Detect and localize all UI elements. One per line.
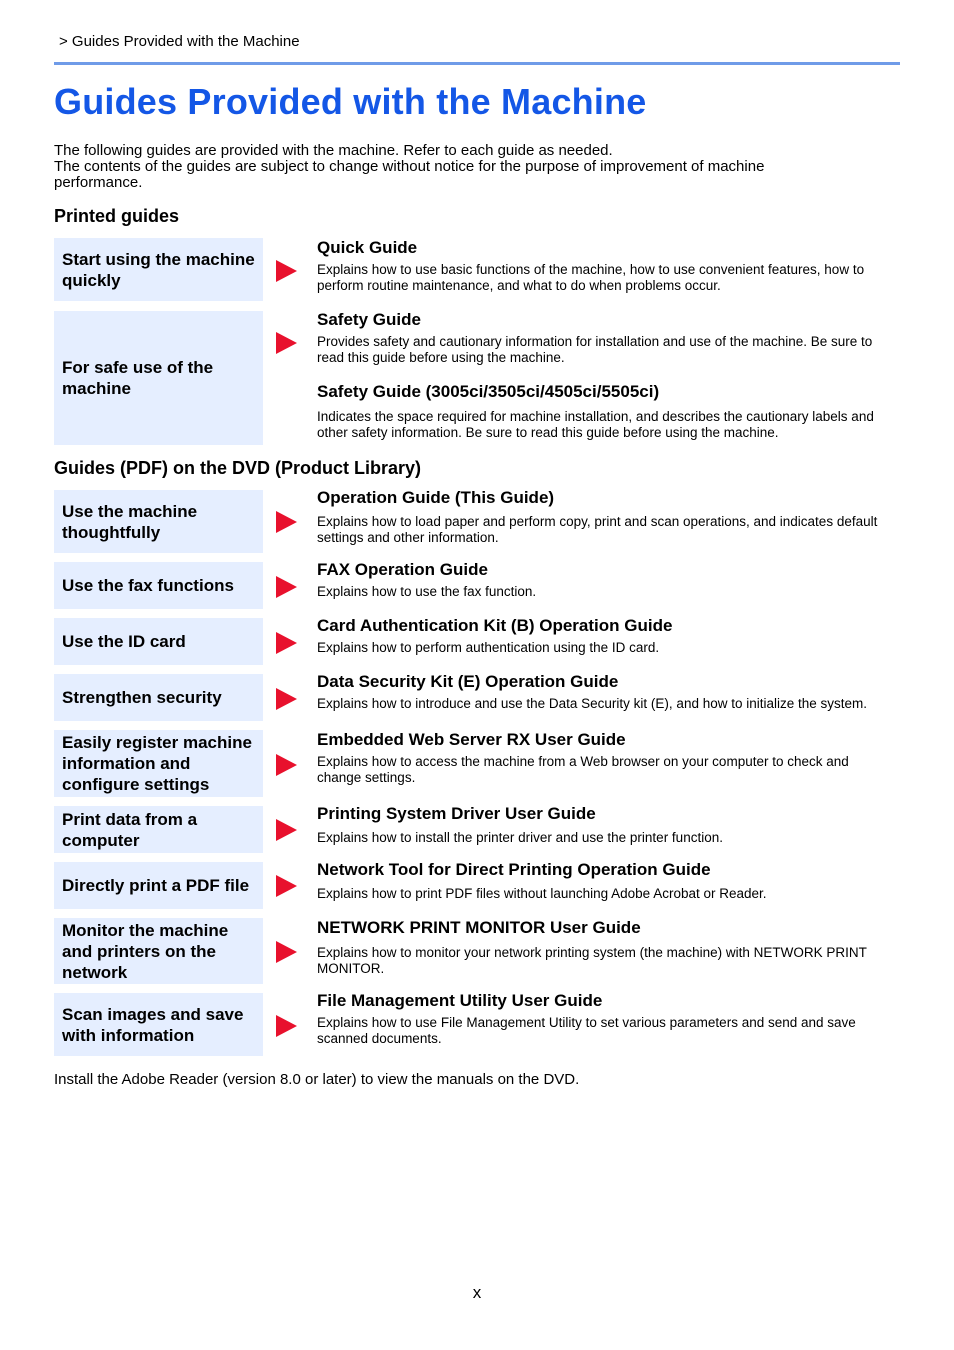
guide-row xyxy=(54,730,900,797)
purpose-label: Directly print a PDF file xyxy=(62,876,250,895)
guide-row xyxy=(54,806,900,853)
guide-row xyxy=(54,562,900,609)
purpose-label: Start using the machine quickly xyxy=(62,249,255,290)
guide-row xyxy=(54,993,900,1056)
purpose-box xyxy=(54,311,263,445)
arrow-icon xyxy=(276,332,297,354)
purpose-box xyxy=(54,674,263,721)
guide-title[interactable]: Quick Guide xyxy=(317,238,418,257)
arrow-icon xyxy=(276,632,297,654)
purpose-box xyxy=(54,562,263,609)
purpose-box xyxy=(54,730,263,797)
guide-row xyxy=(54,862,900,909)
arrow-icon xyxy=(276,819,297,841)
purpose-label: Scan images and save with information xyxy=(62,1004,244,1045)
purpose-box xyxy=(54,490,263,553)
purpose-box xyxy=(54,806,263,853)
guide-entry xyxy=(317,382,895,441)
arrow-icon xyxy=(276,576,297,598)
arrow-icon xyxy=(276,941,297,963)
guide-description: Explains how to load paper and perform copy, print and scan operations, and indicates default settings and other information. xyxy=(317,514,878,545)
guide-entry xyxy=(317,488,895,546)
purpose-label: Monitor the machine and printers on the network xyxy=(62,920,229,982)
guide-title[interactable]: Printing System Driver User Guide xyxy=(317,804,596,823)
purpose-label: Strengthen security xyxy=(62,688,222,707)
page-number: x xyxy=(472,1283,482,1302)
purpose-box xyxy=(54,993,263,1056)
guide-title[interactable]: Data Security Kit (E) Operation Guide xyxy=(317,672,619,691)
section-heading-printed: Printed guides xyxy=(54,206,180,226)
arrow-icon xyxy=(276,1015,297,1037)
purpose-label: Easily register machine information and configure settings xyxy=(62,733,252,794)
page-title: Guides Provided with the Machine xyxy=(54,81,647,122)
guide-description: Explains how to monitor your network printing system (the machine) with NETWORK PRINT MONITOR. xyxy=(317,945,867,976)
guide-title[interactable]: FAX Operation Guide xyxy=(317,560,488,579)
section-heading-dvd: Guides (PDF) on the DVD (Product Library) xyxy=(54,458,422,478)
guide-description: Provides safety and cautionary information for installation and use of the machine. Be sure to read this guide before using the machine. xyxy=(317,334,873,365)
purpose-box xyxy=(54,862,263,909)
guide-title[interactable]: Safety Guide (3005ci/3505ci/4505ci/5505ci) xyxy=(317,382,660,401)
purpose-box xyxy=(54,918,263,984)
purpose-label: Print data from a computer xyxy=(62,809,198,850)
guide-entry xyxy=(317,918,895,977)
arrow-icon xyxy=(276,875,297,897)
purpose-box xyxy=(54,238,263,301)
guide-entry xyxy=(317,616,895,656)
guide-entry xyxy=(317,860,895,902)
guide-row xyxy=(54,918,900,984)
guide-entry xyxy=(317,730,895,786)
guide-title[interactable]: NETWORK PRINT MONITOR User Guide xyxy=(317,918,641,937)
guide-description: Explains how to perform authentication using the ID card. xyxy=(317,640,660,655)
guide-row xyxy=(54,490,900,553)
guide-description: Indicates the space required for machine installation, and describes the cautionary labels and other safety information. Be sure to read this guide before using the machine. xyxy=(317,409,874,440)
guide-row xyxy=(54,238,900,301)
arrow-icon xyxy=(276,754,297,776)
arrow-icon xyxy=(276,511,297,533)
guide-entry xyxy=(317,560,895,600)
breadcrumb[interactable]: > Guides Provided with the Machine xyxy=(59,33,300,50)
guide-entry xyxy=(317,804,895,846)
guide-title[interactable]: File Management Utility User Guide xyxy=(317,991,603,1010)
guide-description: Explains how to install the printer driver and use the printer function. xyxy=(317,830,723,845)
guide-description: Explains how to print PDF files without launching Adobe Acrobat or Reader. xyxy=(317,886,767,901)
guide-title[interactable]: Network Tool for Direct Printing Operation Guide xyxy=(317,860,711,879)
guide-entry xyxy=(317,672,895,712)
intro xyxy=(54,143,844,191)
guide-title[interactable]: Card Authentication Kit (B) Operation Guide xyxy=(317,616,673,635)
purpose-label: Use the machine thoughtfully xyxy=(62,501,198,542)
purpose-label: For safe use of the machine xyxy=(62,358,214,398)
guide-title[interactable]: Embedded Web Server RX User Guide xyxy=(317,730,626,749)
purpose-label: Use the fax functions xyxy=(62,576,234,595)
guide-description: Explains how to use basic functions of the machine, how to use convenient features, how to perform routine maintenance, and what to do when problems occur. xyxy=(317,262,865,293)
guide-title[interactable]: Operation Guide (This Guide) xyxy=(317,488,555,507)
intro-line: The contents of the guides are subject to change without notice for the purpose of improvement of machine performance. xyxy=(54,158,765,191)
intro-line: The following guides are provided with the machine. Refer to each guide as needed. xyxy=(54,142,613,159)
header-rule xyxy=(54,62,900,65)
guide-entry xyxy=(317,310,895,366)
guide-row xyxy=(54,311,900,445)
arrow-icon xyxy=(276,260,297,282)
guide-description: Explains how to use the fax function. xyxy=(317,584,537,599)
arrow-icon xyxy=(276,688,297,710)
guide-entry xyxy=(317,238,895,294)
guide-description: Explains how to use File Management Utility to set various parameters and send and save scanned documents. xyxy=(317,1015,856,1046)
guide-row xyxy=(54,618,900,665)
guide-description: Explains how to introduce and use the Data Security kit (E), and how to initialize the system. xyxy=(317,696,868,711)
guide-entry xyxy=(317,991,895,1047)
purpose-label: Use the ID card xyxy=(62,632,186,651)
purpose-box xyxy=(54,618,263,665)
guide-title[interactable]: Safety Guide xyxy=(317,310,421,329)
guide-description: Explains how to access the machine from a Web browser on your computer to check and change settings. xyxy=(317,754,849,785)
footer-note: Install the Adobe Reader (version 8.0 or later) to view the manuals on the DVD. xyxy=(54,1071,580,1088)
guide-row xyxy=(54,674,900,721)
